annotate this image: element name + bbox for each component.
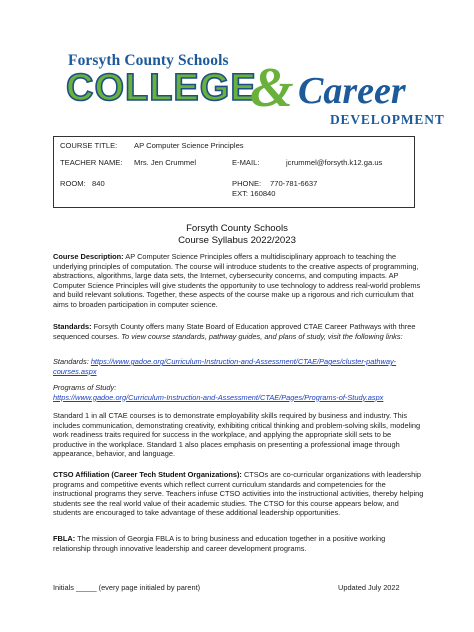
teacher-value: Mrs. Jen Crummel bbox=[134, 158, 197, 167]
initials-footer: Initials _____ (every page initialed by parent) bbox=[53, 583, 201, 592]
fbla-text: The mission of Georgia FBLA is to bring business and education together in a positive working relationship through innovative leadership and career development programs. bbox=[53, 534, 386, 553]
course-title-label: COURSE TITLE: bbox=[60, 141, 118, 150]
course-description-label: Course Description: bbox=[53, 252, 124, 261]
ctso-section bbox=[53, 470, 425, 518]
email-value[interactable]: jcrummel@forsyth.k12.ga.us bbox=[286, 158, 383, 167]
updated-footer: Updated July 2022 bbox=[338, 583, 400, 592]
logo-college-text: COLLEGE bbox=[66, 67, 257, 109]
standards-section bbox=[53, 322, 425, 341]
email-label: E-MAIL: bbox=[232, 158, 260, 167]
fbla-label: FBLA: bbox=[53, 534, 76, 543]
room-value: 840 bbox=[92, 179, 105, 188]
course-info-box bbox=[53, 136, 415, 208]
phone-value: 770-781-6637 bbox=[270, 179, 318, 188]
college-career-logo bbox=[60, 52, 445, 128]
standard-one-paragraph bbox=[53, 411, 425, 459]
room-label: ROOM: bbox=[60, 179, 86, 188]
syllabus-heading-line2: Course Syllabus 2022/2023 bbox=[178, 235, 296, 246]
logo-district-text: Forsyth County Schools bbox=[68, 52, 229, 69]
fbla-section bbox=[53, 534, 425, 553]
ctso-text: CTSOs are co-curricular organizations with leadership programs and competitive events which reflect current curriculum standards and competencies for the instructional programs they serve. Teachers infuse CTSO activities into the instructional activities, thereby helping students see the real world value of their academic studies. The CTSO for this course appears below, and students are encouraged to take advantage of these additional leadership opportunities. bbox=[53, 470, 424, 517]
logo-development-text: DEVELOPMENT bbox=[330, 112, 445, 127]
logo-career-text: Career bbox=[298, 70, 406, 112]
logo-ampersand: & bbox=[250, 57, 294, 119]
syllabus-heading-line1: Forsyth County Schools bbox=[186, 223, 288, 234]
ext-value: EXT: 160840 bbox=[232, 189, 276, 198]
standards-link[interactable]: https://www.gadoe.org/Curriculum-Instruction-and-Assessment/CTAE/Pages/cluster-pathway-courses.aspx bbox=[53, 357, 397, 376]
standard-one-text: Standard 1 in all CTAE courses is to demonstrate employability skills required by business and industry. This includes communication, demonstrating creativity, exhibiting critical thinking and problem-solving skills, modeling work readiness traits required for success in the workplace, and applying the appropriate skill sets to be productive in the workplace. Standard 1 also places emphasis on presenting a professional image through appearance, behavior, and language. bbox=[53, 411, 421, 458]
programs-link[interactable]: https://www.gadoe.org/Curriculum-Instruction-and-Assessment/CTAE/Pages/Programs-of-Study.aspx bbox=[53, 392, 384, 402]
standards-link-block bbox=[53, 357, 425, 376]
course-description-text: AP Computer Science Principles offers a multidisciplinary approach to teaching the underlying principles of computation. The course will introduce students to the creative aspects of programming, abstractions, algorithms, large data sets, the Internet, cybersecurity concerns, and computing impacts. AP Computer Science Principles will give students the opportunity to use technology to address real-world problems and build relevant solutions. Together, these aspects of the course make up a rigorous and rich curriculum that aims to broaden participation in computer science. bbox=[53, 252, 421, 309]
standards-italic-text: To view course standards, pathway guides, and plans of study, visit the following links: bbox=[121, 331, 403, 341]
course-description bbox=[53, 252, 425, 309]
standards-link-label: Standards: bbox=[53, 357, 89, 366]
ctso-label: CTSO Affiliation (Career Tech Student Organizations): bbox=[53, 470, 242, 479]
programs-link-label: Programs of Study: bbox=[53, 383, 117, 392]
teacher-label: TEACHER NAME: bbox=[60, 158, 123, 167]
standards-text: Forsyth County offers many State Board of Education approved CTAE Career Pathways with three sequenced courses. bbox=[53, 322, 416, 341]
phone-label: PHONE: bbox=[232, 179, 262, 188]
standards-label: Standards: bbox=[53, 322, 92, 331]
programs-link-block bbox=[53, 383, 425, 402]
course-title-value: AP Computer Science Principles bbox=[134, 141, 244, 150]
